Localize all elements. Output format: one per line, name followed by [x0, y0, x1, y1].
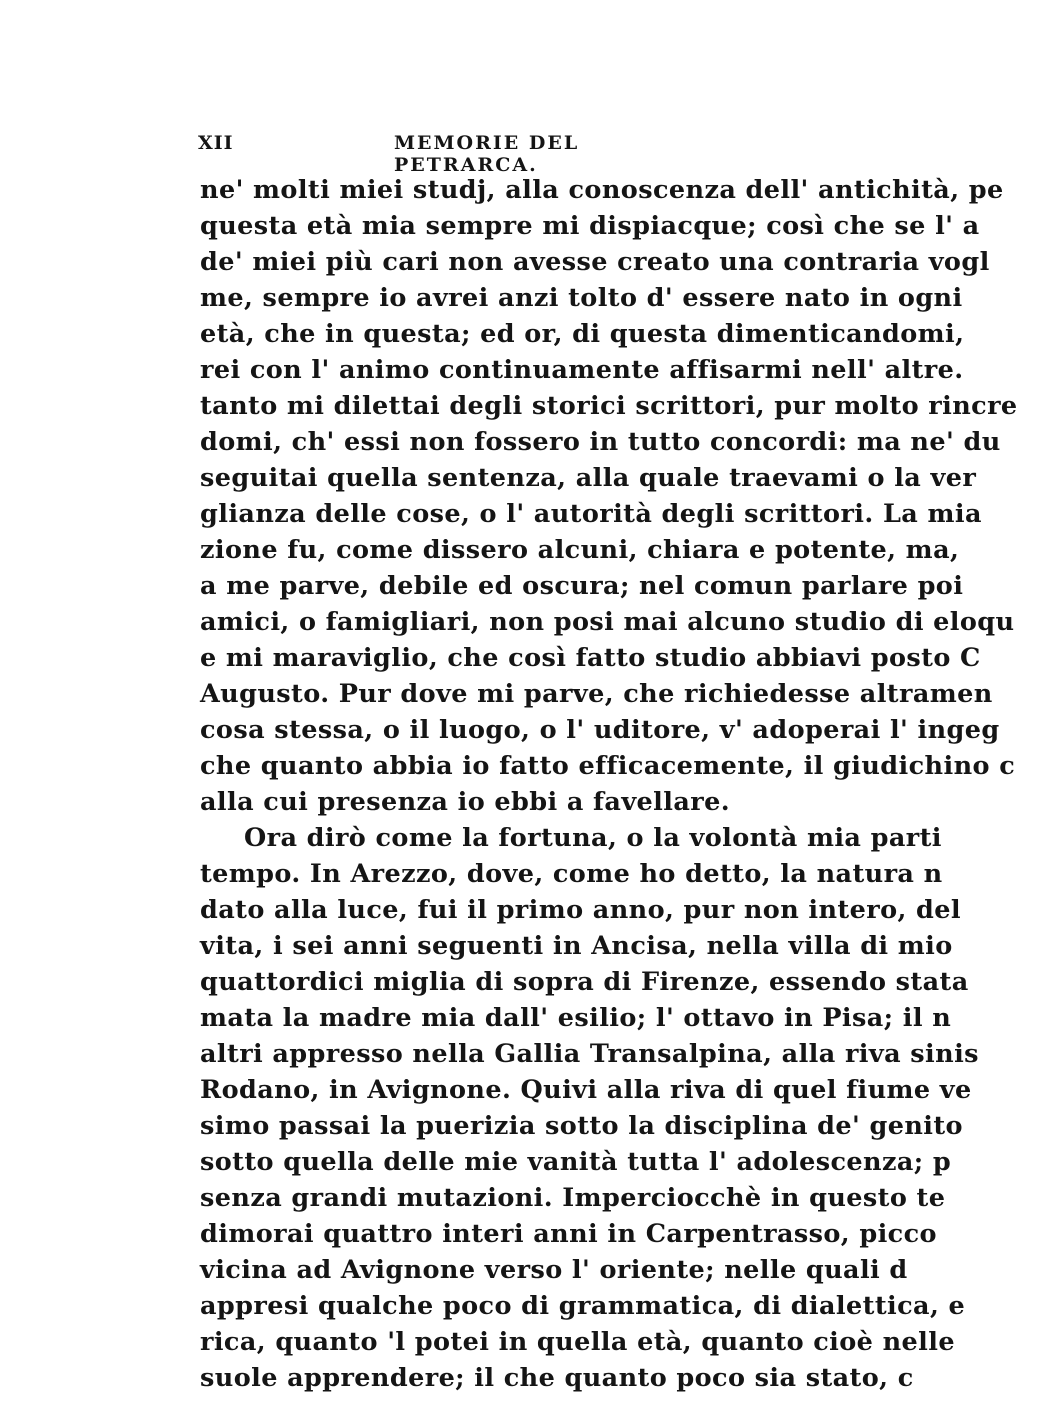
page-header: [198, 132, 678, 176]
text-line: domi, ch' essi non fossero in tutto concordi: ma ne' du: [200, 427, 1001, 457]
text-line: e mi maraviglio, che così fatto studio abbiavi posto C: [200, 643, 981, 673]
running-title: MEMORIE DEL PETRARCA.: [394, 132, 580, 176]
text-line: seguitai quella sentenza, alla quale traevami o la ver: [200, 463, 977, 493]
text-line: senza grandi mutazioni. Imperciocchè in questo te: [200, 1183, 946, 1213]
text-line: dimorai quattro interi anni in Carpentrasso, picco: [200, 1219, 937, 1249]
text-line: tanto mi dilettai degli storici scrittori, pur molto rincre: [200, 391, 1018, 421]
text-line: che quanto abbia io fatto efficacemente, il giudichino c: [200, 751, 1016, 781]
text-line: ne' molti miei studj, alla conoscenza dell' antichità, pe: [200, 175, 1004, 205]
text-line: vicina ad Avignone verso l' oriente; nelle quali d: [200, 1255, 908, 1285]
text-line: rei con l' animo continuamente affisarmi nell' altre.: [200, 355, 964, 385]
text-line: sotto quella delle mie vanità tutta l' adolescenza; p: [200, 1147, 952, 1177]
body-text: [200, 172, 1018, 1393]
text-line: Augusto. Pur dove mi parve, che richiedesse altramen: [200, 679, 993, 709]
text-line: zione fu, come dissero alcuni, chiara e potente, ma,: [200, 535, 960, 565]
text-line: appresi qualche poco di grammatica, di dialettica, e: [200, 1291, 966, 1321]
text-line: tempo. In Arezzo, dove, come ho detto, la natura n: [200, 859, 943, 889]
text-line: questa età mia sempre mi dispiacque; così che se l' a: [200, 211, 980, 241]
text-line: amici, o famigliari, non posi mai alcuno studio di eloqu: [200, 607, 1015, 637]
text-line: mata la madre mia dall' esilio; l' ottavo in Pisa; il n: [200, 1003, 952, 1033]
text-line: alla cui presenza io ebbi a favellare.: [200, 787, 731, 817]
text-line: quattordici miglia di sopra di Firenze, essendo stata: [200, 967, 969, 997]
text-line: dato alla luce, fui il primo anno, pur non intero, del: [200, 895, 961, 925]
text-line: suole apprendere; il che quanto poco sia stato, c: [200, 1363, 914, 1393]
text-line: simo passai la puerizia sotto la disciplina de' genito: [200, 1111, 963, 1141]
text-line: vita, i sei anni seguenti in Ancisa, nella villa di mio: [200, 931, 953, 961]
paragraph-start-line: Ora dirò come la fortuna, o la volontà mia parti: [244, 823, 942, 853]
text-line: a me parve, debile ed oscura; nel comun parlare poi: [200, 571, 964, 601]
text-line: Rodano, in Avignone. Quivi alla riva di quel fiume ve: [200, 1075, 972, 1105]
text-line: de' miei più cari non avesse creato una contraria vogl: [200, 247, 990, 277]
text-line: me, sempre io avrei anzi tolto d' essere nato in ogni: [200, 283, 963, 313]
text-line: età, che in questa; ed or, di questa dimenticandomi,: [200, 319, 965, 349]
text-line: glianza delle cose, o l' autorità degli scrittori. La mia: [200, 499, 982, 529]
text-line: cosa stessa, o il luogo, o l' uditore, v' adoperai l' ingeg: [200, 715, 1000, 745]
text-line: altri appresso nella Gallia Transalpina, alla riva sinis: [200, 1039, 979, 1069]
text-line: rica, quanto 'l potei in quella età, quanto cioè nelle: [200, 1327, 955, 1357]
page-number: XII: [198, 132, 234, 154]
